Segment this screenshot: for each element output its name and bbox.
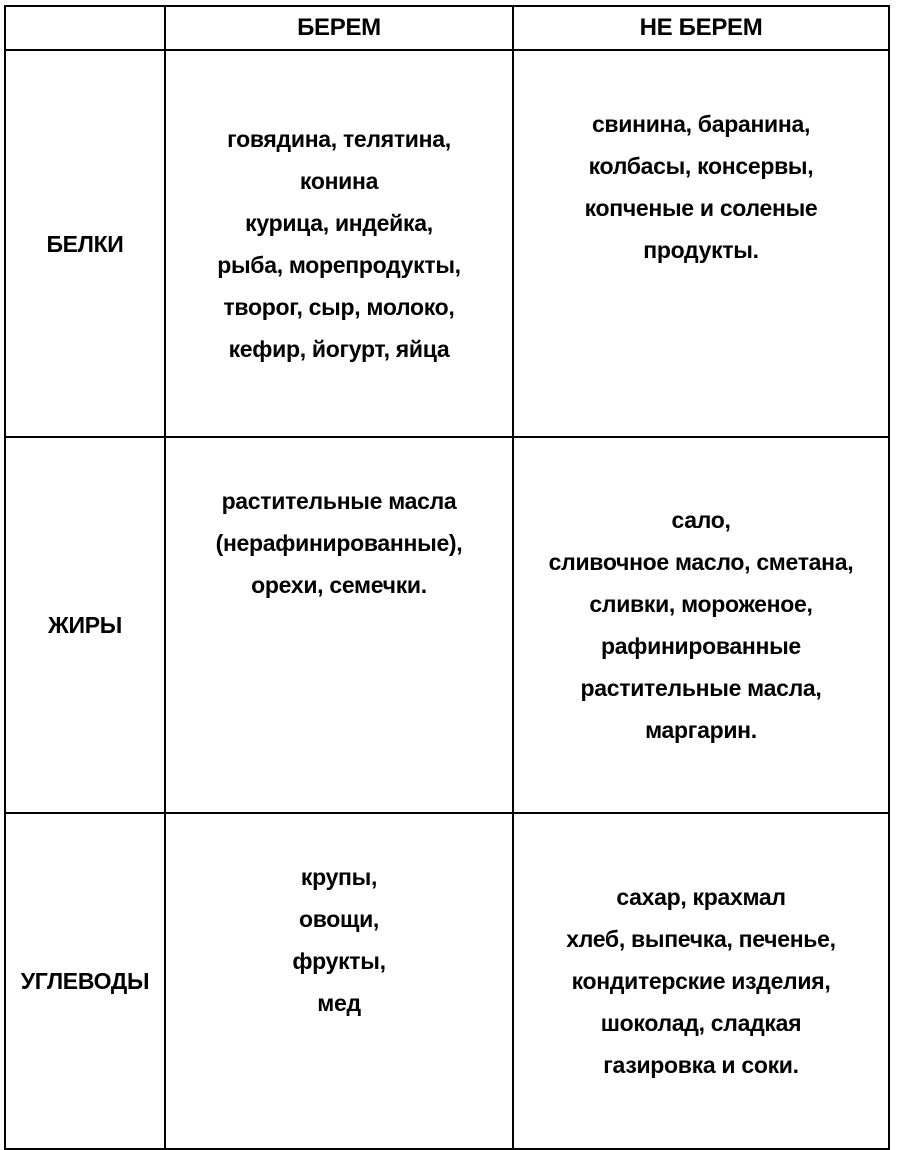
list-item: курица, индейка, (245, 209, 433, 236)
take-fats (165, 437, 513, 813)
list-item: говядина, телятина, (227, 125, 451, 152)
list-item: сливки, мороженое, (589, 591, 813, 617)
table-row-carbs (5, 813, 889, 1149)
category-carbs: УГЛЕВОДЫ (5, 813, 165, 1149)
header-empty (5, 6, 165, 50)
header-row (5, 6, 889, 50)
avoid-carbs (513, 813, 889, 1149)
table-row-fats (5, 437, 889, 813)
list-item: свинина, баранина, (591, 111, 811, 137)
list-item: рыба, морепродукты, (217, 251, 461, 278)
list-item: овощи, (298, 906, 380, 932)
list-item: газировка и соки. (603, 1052, 799, 1078)
list-item: продукты. (643, 237, 759, 263)
table-row-proteins (5, 50, 889, 437)
list-item: (нерафинированные), (215, 530, 463, 556)
list-item: копченые и соленые (584, 195, 818, 221)
avoid-fats (513, 437, 889, 813)
take-carbs (165, 813, 513, 1149)
header-take: БЕРЕМ (165, 6, 513, 50)
list-item: растительные масла, (580, 675, 822, 701)
list-item: фрукты, (292, 948, 386, 974)
category-proteins: БЕЛКИ (5, 50, 165, 437)
list-item: рафинированные (601, 633, 801, 659)
list-item: сало, (671, 507, 731, 533)
list-item: шоколад, сладкая (600, 1010, 802, 1036)
list-item: кефир, йогурт, яйца (228, 335, 450, 362)
list-item: сливочное масло, сметана, (548, 549, 854, 575)
list-item: мед (317, 990, 361, 1016)
list-item: маргарин. (645, 717, 757, 743)
food-table (4, 5, 890, 1150)
list-item: крупы, (300, 864, 378, 890)
list-item: орехи, семечки. (251, 572, 427, 598)
list-item: сахар, крахмал (616, 884, 786, 910)
list-item: хлеб, выпечка, печенье, (566, 926, 836, 952)
list-item: растительные масла (221, 488, 457, 514)
category-fats: ЖИРЫ (5, 437, 165, 813)
list-item: творог, сыр, молоко, (223, 293, 455, 320)
list-item: конина (299, 167, 379, 194)
take-proteins (165, 50, 513, 437)
avoid-proteins (513, 50, 889, 437)
list-item: кондитерские изделия, (571, 968, 831, 994)
list-item: колбасы, консервы, (588, 153, 814, 179)
header-avoid: НЕ БЕРЕМ (513, 6, 889, 50)
